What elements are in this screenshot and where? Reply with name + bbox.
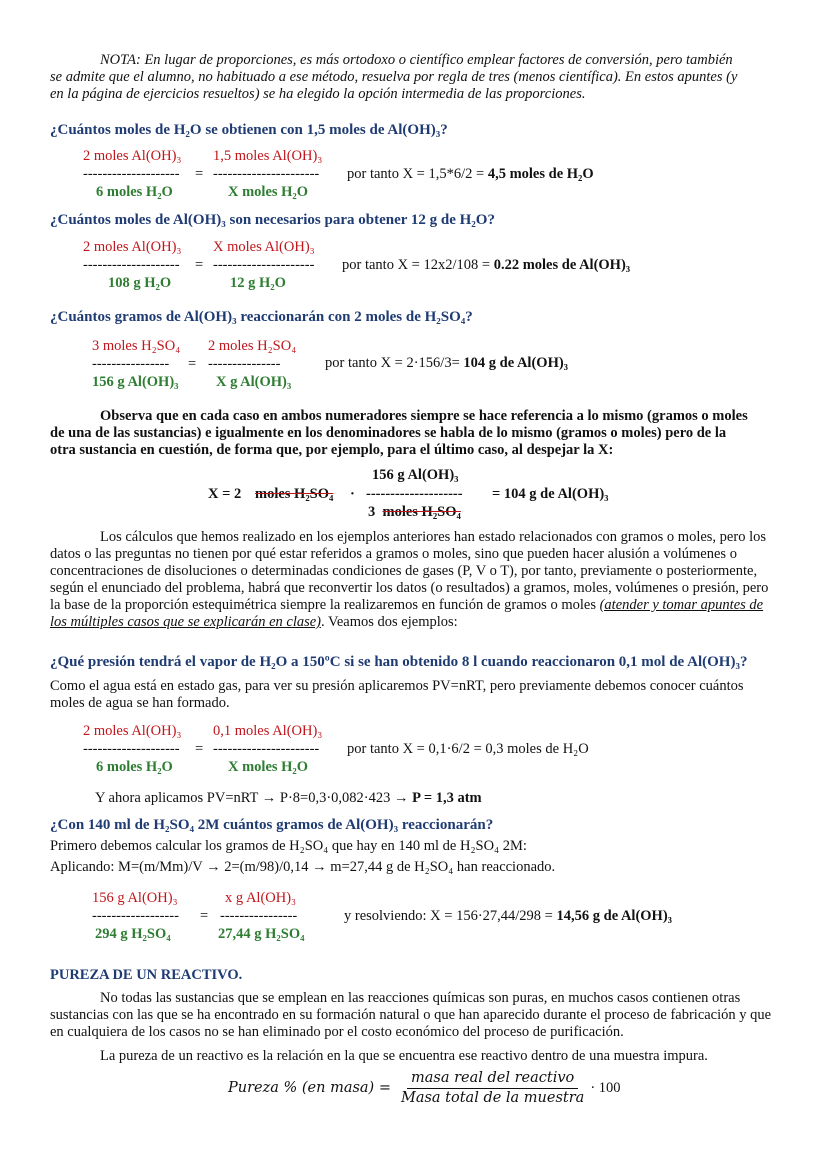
q5-dash-1: ------------------ <box>92 908 179 924</box>
nota-line: en la página de ejercicios resueltos) se ha elegido la opción intermedia de las proporciones. <box>50 86 586 102</box>
q2-num-2: X moles Al(OH)₃ <box>213 239 315 255</box>
despeje-struck-num <box>255 486 333 503</box>
question-4: ¿Qué presión tendrá el vapor de H₂O a 150ºC si se han obtenido 8 l cuando reaccionaron 0,1 mol de Al(OH)₃? <box>50 654 748 670</box>
q3-den-1: 156 g Al(OH)₃ <box>92 374 179 390</box>
q2-equals: = <box>195 257 204 273</box>
q1-den-2: X moles H₂O <box>228 184 309 200</box>
q2-dash-1: -------------------- <box>83 257 180 273</box>
pureza-line: en cualquiera de los casos no se han eliminado por el costo económico del proceso de purificación. <box>50 1024 624 1040</box>
pureza-line: La pureza de un reactivo es la relación en la que se encuentra ese reactivo dentro de una muestra impura. <box>100 1048 708 1064</box>
q5-equals: = <box>200 908 209 924</box>
pureza-line: No todas las sustancias que se emplean en las reacciones químicas son puras, en muchos casos contienen otras <box>100 990 741 1006</box>
pureza-heading: PUREZA DE UN REACTIVO. <box>50 967 243 983</box>
pureza-formula <box>228 1070 621 1107</box>
q5-intro-line: Aplicando: M=(m/Mm)/V → 2=(m/98)/0,14 → m=27,44 g de H₂SO₄ han reaccionado. <box>50 859 556 875</box>
calculos-line: concentraciones de disoluciones o determinadas condiciones de gases (P, V o T), por tanto, previamente o posteriormente, <box>50 563 758 579</box>
q4-equals: = <box>195 741 204 757</box>
calculos-text: la base de la proporción estequimétrica siempre la realizaremos en función de gramos o moles <box>50 597 600 613</box>
q5-den-1: 294 g H₂SO₄ <box>95 926 171 942</box>
q5-den-2: 27,44 g H₂SO₄ <box>218 926 305 942</box>
q5-num-1: 156 g Al(OH)₃ <box>92 890 178 906</box>
struck-moles: moles H₂SO₄ <box>255 486 334 502</box>
despeje-dash: -------------------- <box>366 486 463 502</box>
q5-num-2: x g Al(OH)₃ <box>225 890 297 906</box>
q3-num-2: 2 moles H₂SO₄ <box>208 338 297 354</box>
formula-rhs: · 100 <box>590 1080 621 1096</box>
calculos-underlined: los múltiples casos que se explicarán en clase) <box>50 614 322 630</box>
despeje-den <box>368 504 461 521</box>
q1-result <box>347 166 594 183</box>
q3-dash-2: --------------- <box>208 356 281 372</box>
calculos-line: datos o las preguntas no tienen por qué estar referidos a gramos o moles, sino que pueden hacer alusión a volúmenes o <box>50 546 737 562</box>
q3-num-1: 3 moles H₂SO₄ <box>92 338 181 354</box>
despeje-den-number: 3 <box>368 504 376 520</box>
pureza-line: sustancias con las que se ha encontrado en su formación natural o que han aparecido durante el proceso de fabricación y que <box>50 1007 772 1023</box>
q4-aplicamos-value: P = 1,3 atm <box>412 790 482 806</box>
q4-num-1: 2 moles Al(OH)₃ <box>83 723 182 739</box>
calculos-text: . Veamos dos ejemplos: <box>321 614 458 630</box>
calculos-line: Los cálculos que hemos realizado en los ejemplos anteriores han estado relacionados con gramos o moles, pero los <box>100 529 766 545</box>
q3-equals: = <box>188 356 197 372</box>
formula-numerator: masa real del reactivo <box>407 1070 578 1089</box>
q4-num-2: 0,1 moles Al(OH)₃ <box>213 723 323 739</box>
formula-fraction <box>397 1070 588 1107</box>
question-5: ¿Con 140 ml de H₂SO₄ 2M cuántos gramos de Al(OH)₃ reaccionarán? <box>50 817 494 833</box>
q5-result-value: 14,56 g de Al(OH)₃ <box>556 908 673 924</box>
despeje-den-struck: moles H₂SO₄ <box>382 504 461 520</box>
q4-aplicamos <box>95 790 482 807</box>
q4-dash-1: -------------------- <box>83 741 180 757</box>
q4-result: por tanto X = 0,1·6/2 = 0,3 moles de H₂O <box>347 741 589 757</box>
calculos-line: según el enunciado del problema, habrá que reconvertir los datos (o resultados) a gramos, moles, volúmenes o presión, pero <box>50 580 769 596</box>
despeje-dot: · <box>350 486 355 502</box>
q4-intro-line: Como el agua está en estado gas, para ver su presión aplicaremos PV=nRT, pero previamente debemos conocer cuántos <box>50 678 744 694</box>
pureza-paragraph-1 <box>50 990 780 1041</box>
q4-den-1: 6 moles H₂O <box>96 759 173 775</box>
observa-line: otra sustancia en cuestión, de forma que, por ejemplo, para el último caso, al despejar la X: <box>50 442 614 458</box>
q1-result-value: 4,5 moles de H₂O <box>487 166 594 182</box>
q5-intro <box>50 838 780 876</box>
q2-result-text: por tanto X = 12x2/108 = <box>342 257 494 273</box>
q3-result-value: 104 g de Al(OH)₃ <box>463 355 569 371</box>
despeje-lhs: X = 2 <box>208 486 242 502</box>
q2-den-2: 12 g H₂O <box>230 275 286 291</box>
q3-result-text: por tanto X = 2·156/3= <box>325 355 464 371</box>
q2-den-1: 108 g H₂O <box>108 275 172 291</box>
despeje-rhs: = 104 g de Al(OH)₃ <box>492 486 609 502</box>
formula-lhs: Pureza % (en masa) = <box>228 1080 391 1096</box>
observa-paragraph <box>50 408 780 459</box>
q1-num-2: 1,5 moles Al(OH)₃ <box>213 148 323 164</box>
nota-paragraph <box>50 52 780 103</box>
formula-denominator: Masa total de la muestra <box>400 1090 585 1106</box>
q3-result <box>325 355 568 372</box>
q5-result <box>344 908 672 925</box>
q4-den-2: X moles H₂O <box>228 759 309 775</box>
nota-line: se admite que el alumno, no habituado a ese método, resuelva por regla de tres (menos científica). En estos apuntes (y <box>50 69 738 85</box>
calculos-line <box>50 614 780 631</box>
q2-num-1: 2 moles Al(OH)₃ <box>83 239 182 255</box>
calculos-underlined: (atender y tomar apuntes de <box>599 597 764 613</box>
observa-line: Observa que en cada caso en ambos numeradores siempre se hace referencia a lo mismo (gramos o moles <box>100 408 748 424</box>
despeje-num: 156 g Al(OH)₃ <box>372 467 459 483</box>
q5-intro-line: Primero debemos calcular los gramos de H₂SO₄ que hay en 140 ml de H₂SO₄ 2M: <box>50 838 527 854</box>
q4-aplicamos-text: Y ahora aplicamos PV=nRT → P·8=0,3·0,082·423 → <box>95 790 413 806</box>
nota-line: NOTA: En lugar de proporciones, es más ortodoxo o científico emplear factores de conversión, pero también <box>100 52 733 68</box>
q2-result <box>342 257 630 274</box>
q2-dash-2: --------------------- <box>213 257 315 273</box>
q1-equals: = <box>195 166 204 182</box>
question-1: ¿Cuántos moles de H₂O se obtienen con 1,5 moles de Al(OH)₃? <box>50 122 448 138</box>
q5-result-text: y resolviendo: X = 156·27,44/298 = <box>344 908 557 924</box>
calculos-paragraph <box>50 529 780 631</box>
q1-num-1: 2 moles Al(OH)₃ <box>83 148 182 164</box>
q1-dash-2: ---------------------- <box>213 166 320 182</box>
observa-line: de una de las sustancias) e igualmente en los denominadores se habla de lo mismo (gramos o moles) pero de la <box>50 425 727 441</box>
q1-result-text: por tanto X = 1,5*6/2 = <box>347 166 488 182</box>
q4-dash-2: ---------------------- <box>213 741 320 757</box>
calculos-line <box>50 597 780 614</box>
q5-dash-2: ---------------- <box>220 908 298 924</box>
q4-intro <box>50 678 780 712</box>
question-3: ¿Cuántos gramos de Al(OH)₃ reaccionarán con 2 moles de H₂SO₄? <box>50 309 473 325</box>
q1-dash-1: -------------------- <box>83 166 180 182</box>
question-2: ¿Cuántos moles de Al(OH)₃ son necesarios para obtener 12 g de H₂O? <box>50 212 495 228</box>
q3-den-2: X g Al(OH)₃ <box>216 374 292 390</box>
q1-den-1: 6 moles H₂O <box>96 184 173 200</box>
q3-dash-1: ---------------- <box>92 356 170 372</box>
pureza-paragraph-2 <box>50 1048 780 1065</box>
q4-intro-line: moles de agua se han formado. <box>50 695 230 711</box>
q2-result-value: 0.22 moles de Al(OH)₃ <box>493 257 631 273</box>
